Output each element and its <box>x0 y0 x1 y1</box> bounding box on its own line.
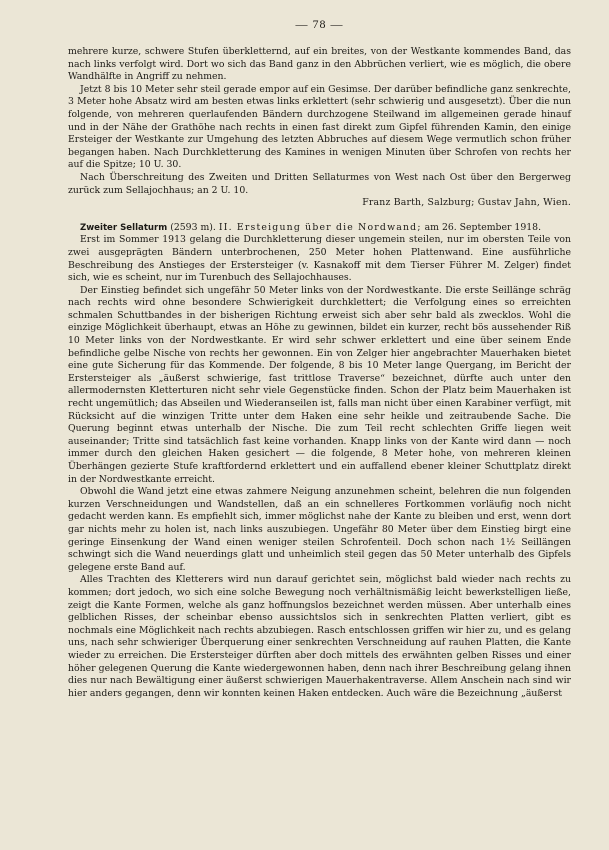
section-heading: Zweiter Sellaturm <box>80 222 168 233</box>
paragraph: Alles Trachten des Kletterers wird nun darauf gerichtet sein, möglichst bald wieder nach rechts zu kommen; dort jedoch, wo sich eine solche Bewegung noch verhältnismäßig leicht bewerkstelligen ließe, zeigt die Kante Formen, welche als ganz hoffnungslos bezeichnet werden müssen. Aber unterhalb eines gelblichen Risses, der scheinbar ebenso aussichtslos sich in senkrechten Platten verliert, gibt es nochmals eine Möglichkeit nach rechts abzubiegen. Rasch entschlossen griffen wir hier zu, und es gelang uns, nach sehr schwieriger Überquerung einer senkrechten Verschneidung auf rauhen Platten, die Kante wieder zu erreichen. Die Erstersteiger dürften aber doch mittels des erwähnten gelben Risses und einer höher gelegenen Querung die Kante wiedergewonnen haben, denn nach ihrer Beschreibung gelang ihnen dies nur nach Bewältigung einer äußerst schwierigen Mauerhakentraverse. Allem Anschein nach sind wir hier anders gegangen, denn wir konnten keinen Haken entdecken. Auch wäre die Bezeichnung „äußerst <box>68 574 571 699</box>
section-subtitle: II. Ersteigung über die Nordwand; <box>218 221 422 233</box>
paragraph: Jetzt 8 bis 10 Meter sehr steil gerade empor auf ein Gesimse. Der darüber befindliche ganz senkrechte, 3 Meter hohe Absatz wird am besten etwas links erklettert (sehr schwierig und ausgesetzt). Über die nun folgende, von mehreren querlaufenden Bändern durchzogene Steilwand im allgemeinen gerade hinauf und in der Nähe der Grathöhe nach rechts in einen fast direkt zum Gipfel führenden Kamin, den einige Ersteiger der Westkante zur Umgehung des letzten Abbruches auf diesem Wege vermutlich schon früher begangen haben. Nach Durchkletterung des Kamines in wenigen Minuten über Schrofen von rechts her auf die Spitze; 10 U. 30. <box>68 83 571 171</box>
paragraph: Erst im Sommer 1913 gelang die Durchkletterung dieser ungemein steilen, nur im obersten Teile von zwei ausgeprägten Bändern unterbrochenen, 250 Meter hohen Plattenwand. Eine ausführliche Beschreibung des Anstieges der Erstersteiger (v. Kasnakoff mit dem Tierser Führer M. Zelger) findet sich, wie es scheint, nur im Turenbuch des Sellajochhauses. <box>68 234 571 284</box>
section-altitude: (2593 m). <box>170 221 216 233</box>
paragraph: Nach Überschreitung des Zweiten und Dritten Sellaturmes von West nach Ost über den Bergerweg zurück zum Sellajochhaus; an 2 U. 10. <box>68 171 571 196</box>
page-number: — 78 — <box>295 17 344 31</box>
paragraph: Obwohl die Wand jetzt eine etwas zahmere Neigung anzunehmen scheint, belehren die nun folgenden kurzen Verschneidungen und Wandstellen, daß an ein schnelleres Fortkommen vorläufig noch nicht gedacht werden kann. Es empfiehlt sich, immer möglichst nahe der Kante zu bleiben und erst, wenn dort gar nichts mehr zu holen ist, nach links auszubiegen. Ungefähr 80 Meter über dem Einstieg birgt eine geringe Einsenkung der Wand einen weniger steilen Schrofenteil. Doch schon nach 1½ Seillängen schwingt sich die Wand neuerdings glatt und unheimlich steil gegen das 50 Meter unterhalb des Gipfels gelegene erste Band auf. <box>68 486 571 573</box>
paragraph: mehrere kurze, schwere Stufen überkletternd, auf ein breites, von der Westkante kommendes Band, das nach links verfolgt wird. Dort wo sich das Band ganz in den Abbrüchen verliert, wie es möglich, die obere Wandhälfte in Angriff zu nehmen. <box>68 46 571 83</box>
paragraph: Der Einstieg befindet sich ungefähr 50 Meter links von der Nordwestkante. Die erste Seillänge schräg nach rechts wird ohne besondere Schwierigkeit durchklettert; die Verfolgung eines so erreichten schmalen Schuttbandes in der bisherigen Richtung erweist sich aber sehr bald als zwecklos. Wohl die einzige Möglichkeit überhaupt, etwas an Höhe zu gewinnen, bildet ein kurzer, recht bös aussehender Riß 10 Meter links von der Nordwestkante. Er wird sehr schwer erklettert und eine über seinem Ende befindliche gelbe Nische von rechts her gewonnen. Ein von Zelger hier angebrachter Mauerhaken bietet eine gute Sicherung für das Kommende. Der folgende, 8 bis 10 Meter lange Quergang, im Bericht der Erstersteiger als „äußerst schwierige, fast trittlose Traverse“ bezeichnet, dürfte auch unter den allermodernsten Kletterturen nicht sehr viele Gegenstücke finden. Schon der Platz beim Mauerhaken ist recht ungemütlich; das Abseilen und Wiederanseilen ist, falls man nicht über einen Karabiner verfügt, mit Rücksicht auf die winzigen Tritte unter dem Haken eine sehr heikle und zeitraubende Sache. Die Querung beginnt etwas unterhalb der Nische. Die zum Teil recht schlechten Griffe liegen weit auseinander; Tritte sind tatsächlich fast keine vorhanden. Knapp links von der Kante wird dann — noch immer durch den gleichen Haken gesichert — die folgende, 8 Meter hohe, von mehreren kleinen Überhängen gezierte Stufe kraftfordernd erklettert und ein auffallend ebener kleiner Schuttplatz direkt in der Nordwestkante erreicht. <box>68 284 571 485</box>
signature: Franz Barth, Salzburg; Gustav Jahn, Wien. <box>362 197 571 209</box>
section-heading-line <box>68 222 571 235</box>
section-date: am 26. September 1918. <box>424 221 542 233</box>
